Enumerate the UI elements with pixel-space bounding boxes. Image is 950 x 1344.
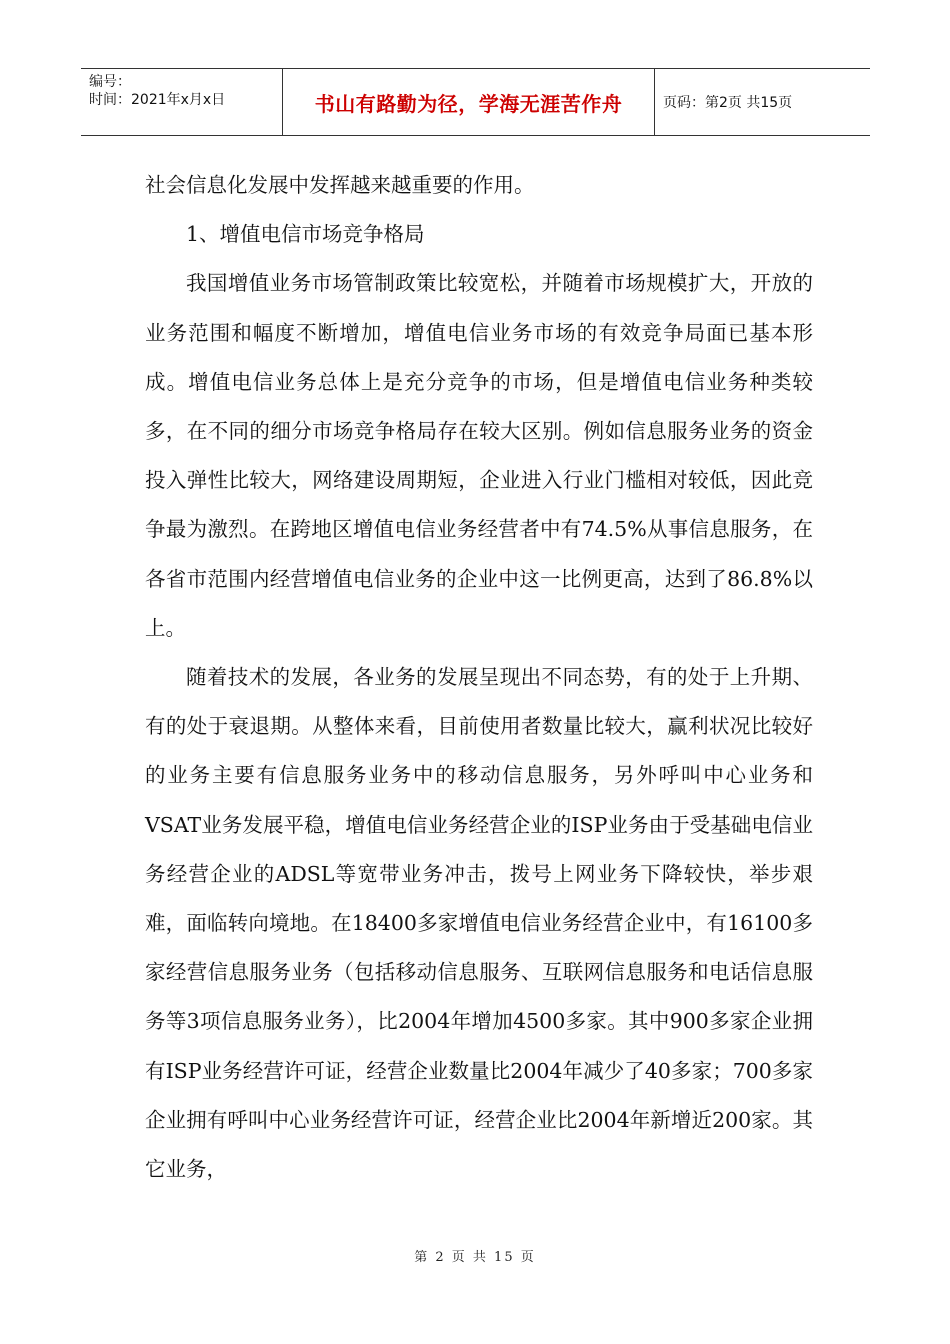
motto-text: 书山有路勤为径，学海无涯苦作舟 <box>314 91 623 116</box>
header-meta-cell <box>81 69 283 135</box>
header-motto-cell <box>283 69 655 135</box>
header-page-cell <box>655 69 870 135</box>
section-heading: 1、增值电信市场竞争格局 <box>186 222 425 247</box>
paragraph: 随着技术的发展，各业务的发展呈现出不同态势，有的处于上升期、有的处于衰退期。从整体来看，目前使用者数量比较大，赢利状况比较好的业务主要有信息服务业务中的移动信息服务，另外呼叫中心业务和VSAT业务发展平稳，增值电信业务经营企业的ISP业务由于受基础电信业务经营企业的ADSL等宽带业务冲击，拨号上网业务下降较快，举步艰难，面临转向境地。在18400多家增值电信业务经营企业中，有16100多家经营信息服务业务（包括移动信息服务、互联网信息服务和电话信息服务等3项信息服务业务），比2004年增加4500多家。其中900多家企业拥有ISP业务经营许可证，经营企业数量比2004年减少了40多家；700多家企业拥有呼叫中心业务经营许可证，经营企业比2004年新增近200家。其它业务， <box>145 665 813 1182</box>
document-header <box>81 68 870 136</box>
code-label: 编号： <box>89 74 131 90</box>
paragraph-continuation: 社会信息化发展中发挥越来越重要的作用。 <box>145 173 535 197</box>
date-label: 时间：2021年x月x日 <box>89 92 226 108</box>
page-footer: 第 2 页 共 15 页 <box>414 1250 536 1265</box>
paragraph: 我国增值业务市场管制政策比较宽松，并随着市场规模扩大，开放的业务范围和幅度不断增加，增值电信业务市场的有效竞争局面已基本形成。增值电信业务总体上是充分竞争的市场，但是增值电信业务种类较多，在不同的细分市场竞争格局存在较大区别。例如信息服务业务的资金投入弹性比较大，网络建设周期短，企业进入行业门槛相对较低，因此竞争最为激烈。在跨地区增值电信业务经营者中有74.5%从事信息服务，在各省市范围内经营增值电信业务的企业中这一比例更高，达到了86.8%以上。 <box>145 271 813 640</box>
document-body <box>145 161 813 1194</box>
page-info: 页码：第2页 共15页 <box>663 95 793 111</box>
